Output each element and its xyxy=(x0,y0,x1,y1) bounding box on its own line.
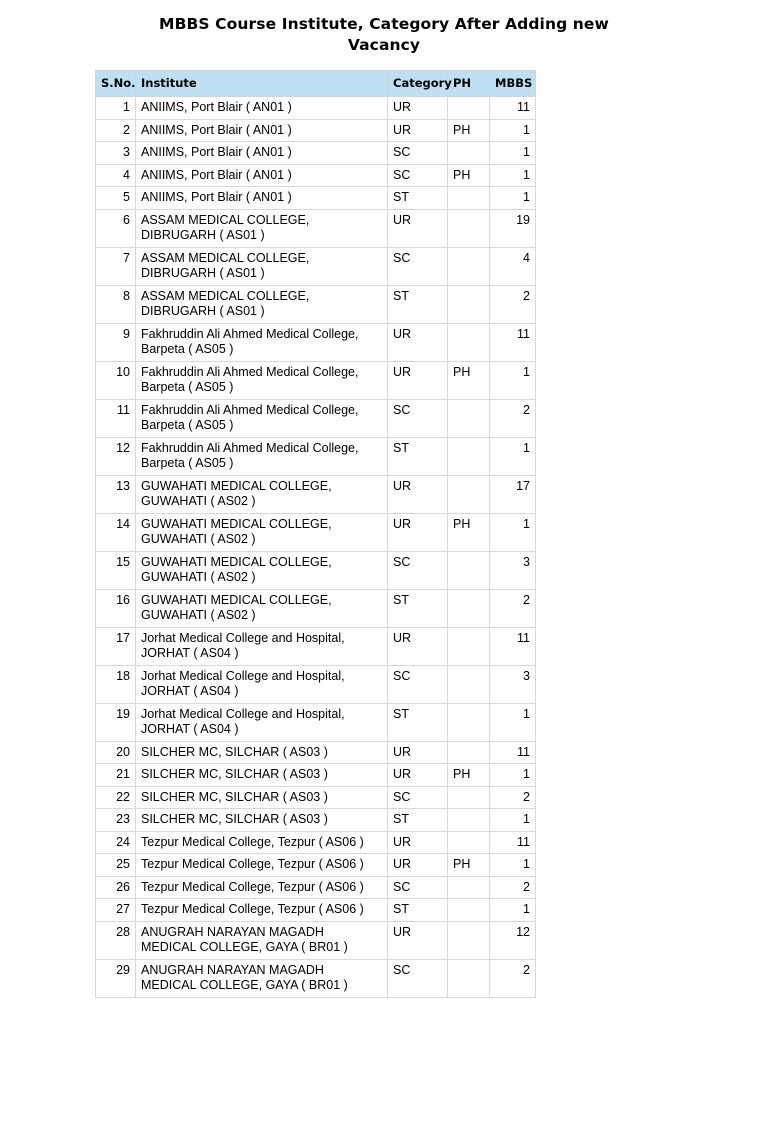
table-row xyxy=(96,323,536,361)
cell-institute: GUWAHATI MEDICAL COLLEGE, GUWAHATI ( AS02 ) xyxy=(136,475,388,513)
cell-mbbs: 11 xyxy=(490,831,536,854)
cell-category: SC xyxy=(388,164,448,187)
cell-ph xyxy=(448,285,490,323)
cell-mbbs: 2 xyxy=(490,786,536,809)
cell-ph: PH xyxy=(448,361,490,399)
table-row xyxy=(96,187,536,210)
cell-ph xyxy=(448,809,490,832)
cell-institute: Jorhat Medical College and Hospital, JORHAT ( AS04 ) xyxy=(136,627,388,665)
cell-category: UR xyxy=(388,764,448,787)
cell-sno: 14 xyxy=(96,513,136,551)
cell-category: SC xyxy=(388,876,448,899)
cell-category: UR xyxy=(388,475,448,513)
cell-sno: 25 xyxy=(96,854,136,877)
cell-sno: 9 xyxy=(96,323,136,361)
cell-ph xyxy=(448,921,490,959)
table-row xyxy=(96,899,536,922)
cell-institute: ANUGRAH NARAYAN MAGADH MEDICAL COLLEGE, GAYA ( BR01 ) xyxy=(136,921,388,959)
table-row xyxy=(96,361,536,399)
cell-mbbs: 1 xyxy=(490,164,536,187)
cell-sno: 10 xyxy=(96,361,136,399)
cell-category: SC xyxy=(388,142,448,165)
cell-ph: PH xyxy=(448,164,490,187)
cell-sno: 21 xyxy=(96,764,136,787)
column-header-ph: PH xyxy=(448,71,490,97)
cell-institute: SILCHER MC, SILCHAR ( AS03 ) xyxy=(136,786,388,809)
cell-ph: PH xyxy=(448,764,490,787)
cell-sno: 28 xyxy=(96,921,136,959)
cell-mbbs: 1 xyxy=(490,899,536,922)
table-row xyxy=(96,475,536,513)
cell-institute: Tezpur Medical College, Tezpur ( AS06 ) xyxy=(136,876,388,899)
cell-institute: Tezpur Medical College, Tezpur ( AS06 ) xyxy=(136,899,388,922)
cell-sno: 2 xyxy=(96,119,136,142)
cell-category: ST xyxy=(388,899,448,922)
cell-institute: ASSAM MEDICAL COLLEGE, DIBRUGARH ( AS01 ) xyxy=(136,285,388,323)
table-row xyxy=(96,142,536,165)
cell-ph xyxy=(448,187,490,210)
cell-institute: ANIIMS, Port Blair ( AN01 ) xyxy=(136,142,388,165)
cell-sno: 13 xyxy=(96,475,136,513)
table-row xyxy=(96,247,536,285)
cell-ph xyxy=(448,437,490,475)
cell-sno: 26 xyxy=(96,876,136,899)
column-header-institute: Institute xyxy=(136,71,388,97)
cell-category: UR xyxy=(388,209,448,247)
cell-mbbs: 3 xyxy=(490,551,536,589)
column-header-sno: S.No. xyxy=(96,71,136,97)
cell-category: ST xyxy=(388,589,448,627)
table-row xyxy=(96,786,536,809)
cell-category: SC xyxy=(388,959,448,997)
table-row xyxy=(96,97,536,120)
cell-mbbs: 1 xyxy=(490,361,536,399)
cell-mbbs: 12 xyxy=(490,921,536,959)
cell-ph xyxy=(448,209,490,247)
table-row xyxy=(96,513,536,551)
cell-sno: 6 xyxy=(96,209,136,247)
cell-mbbs: 1 xyxy=(490,703,536,741)
cell-mbbs: 11 xyxy=(490,97,536,120)
cell-institute: Tezpur Medical College, Tezpur ( AS06 ) xyxy=(136,831,388,854)
cell-institute: SILCHER MC, SILCHAR ( AS03 ) xyxy=(136,741,388,764)
cell-institute: SILCHER MC, SILCHAR ( AS03 ) xyxy=(136,764,388,787)
table-row xyxy=(96,285,536,323)
cell-institute: Jorhat Medical College and Hospital, JORHAT ( AS04 ) xyxy=(136,665,388,703)
cell-ph: PH xyxy=(448,854,490,877)
cell-institute: ANIIMS, Port Blair ( AN01 ) xyxy=(136,97,388,120)
table-body xyxy=(96,97,536,998)
cell-category: UR xyxy=(388,513,448,551)
cell-mbbs: 1 xyxy=(490,119,536,142)
cell-sno: 23 xyxy=(96,809,136,832)
cell-ph xyxy=(448,899,490,922)
table-row xyxy=(96,921,536,959)
cell-mbbs: 1 xyxy=(490,187,536,210)
cell-ph: PH xyxy=(448,513,490,551)
cell-institute: Fakhruddin Ali Ahmed Medical College, Barpeta ( AS05 ) xyxy=(136,399,388,437)
cell-ph: PH xyxy=(448,119,490,142)
cell-category: UR xyxy=(388,119,448,142)
cell-ph xyxy=(448,959,490,997)
cell-ph xyxy=(448,323,490,361)
cell-mbbs: 17 xyxy=(490,475,536,513)
cell-institute: Tezpur Medical College, Tezpur ( AS06 ) xyxy=(136,854,388,877)
cell-category: ST xyxy=(388,437,448,475)
cell-sno: 20 xyxy=(96,741,136,764)
cell-ph xyxy=(448,786,490,809)
cell-mbbs: 1 xyxy=(490,854,536,877)
cell-mbbs: 2 xyxy=(490,399,536,437)
table-row xyxy=(96,876,536,899)
table-header xyxy=(96,71,536,97)
cell-institute: ANIIMS, Port Blair ( AN01 ) xyxy=(136,119,388,142)
cell-category: UR xyxy=(388,741,448,764)
cell-category: SC xyxy=(388,786,448,809)
table-row xyxy=(96,209,536,247)
cell-sno: 5 xyxy=(96,187,136,210)
table-row xyxy=(96,854,536,877)
cell-sno: 19 xyxy=(96,703,136,741)
table-row xyxy=(96,703,536,741)
table-row xyxy=(96,959,536,997)
cell-mbbs: 3 xyxy=(490,665,536,703)
cell-ph xyxy=(448,831,490,854)
table-row xyxy=(96,164,536,187)
table-container xyxy=(0,56,768,998)
cell-mbbs: 2 xyxy=(490,959,536,997)
table-row xyxy=(96,831,536,854)
table-header-row xyxy=(96,71,536,97)
cell-category: ST xyxy=(388,285,448,323)
cell-ph xyxy=(448,247,490,285)
cell-mbbs: 19 xyxy=(490,209,536,247)
cell-category: SC xyxy=(388,399,448,437)
cell-sno: 24 xyxy=(96,831,136,854)
table-row xyxy=(96,119,536,142)
cell-sno: 8 xyxy=(96,285,136,323)
cell-mbbs: 1 xyxy=(490,437,536,475)
table-row xyxy=(96,809,536,832)
cell-category: UR xyxy=(388,627,448,665)
cell-ph xyxy=(448,876,490,899)
cell-mbbs: 1 xyxy=(490,513,536,551)
cell-institute: GUWAHATI MEDICAL COLLEGE, GUWAHATI ( AS02 ) xyxy=(136,589,388,627)
table-row xyxy=(96,627,536,665)
cell-institute: ANIIMS, Port Blair ( AN01 ) xyxy=(136,164,388,187)
cell-sno: 4 xyxy=(96,164,136,187)
cell-institute: Jorhat Medical College and Hospital, JORHAT ( AS04 ) xyxy=(136,703,388,741)
cell-mbbs: 1 xyxy=(490,764,536,787)
table-row xyxy=(96,589,536,627)
cell-mbbs: 11 xyxy=(490,741,536,764)
cell-ph xyxy=(448,589,490,627)
cell-mbbs: 4 xyxy=(490,247,536,285)
cell-sno: 22 xyxy=(96,786,136,809)
cell-ph xyxy=(448,399,490,437)
cell-sno: 18 xyxy=(96,665,136,703)
cell-institute: Fakhruddin Ali Ahmed Medical College, Barpeta ( AS05 ) xyxy=(136,323,388,361)
cell-institute: ANIIMS, Port Blair ( AN01 ) xyxy=(136,187,388,210)
cell-sno: 29 xyxy=(96,959,136,997)
cell-ph xyxy=(448,142,490,165)
cell-ph xyxy=(448,741,490,764)
cell-category: UR xyxy=(388,323,448,361)
cell-ph xyxy=(448,97,490,120)
cell-category: UR xyxy=(388,831,448,854)
cell-sno: 27 xyxy=(96,899,136,922)
cell-ph xyxy=(448,665,490,703)
cell-institute: Fakhruddin Ali Ahmed Medical College, Barpeta ( AS05 ) xyxy=(136,361,388,399)
table-row xyxy=(96,437,536,475)
cell-sno: 7 xyxy=(96,247,136,285)
cell-category: ST xyxy=(388,703,448,741)
cell-institute: ANUGRAH NARAYAN MAGADH MEDICAL COLLEGE, GAYA ( BR01 ) xyxy=(136,959,388,997)
cell-category: SC xyxy=(388,665,448,703)
cell-mbbs: 2 xyxy=(490,285,536,323)
cell-category: UR xyxy=(388,97,448,120)
cell-institute: GUWAHATI MEDICAL COLLEGE, GUWAHATI ( AS02 ) xyxy=(136,513,388,551)
cell-category: UR xyxy=(388,921,448,959)
vacancy-table xyxy=(95,70,536,998)
cell-mbbs: 1 xyxy=(490,809,536,832)
cell-sno: 17 xyxy=(96,627,136,665)
cell-ph xyxy=(448,703,490,741)
cell-category: ST xyxy=(388,187,448,210)
cell-ph xyxy=(448,627,490,665)
page-title: MBBS Course Institute, Category After Adding new Vacancy xyxy=(159,15,609,54)
cell-category: UR xyxy=(388,854,448,877)
cell-sno: 15 xyxy=(96,551,136,589)
cell-sno: 11 xyxy=(96,399,136,437)
cell-institute: GUWAHATI MEDICAL COLLEGE, GUWAHATI ( AS02 ) xyxy=(136,551,388,589)
cell-mbbs: 2 xyxy=(490,876,536,899)
cell-mbbs: 1 xyxy=(490,142,536,165)
cell-institute: ASSAM MEDICAL COLLEGE, DIBRUGARH ( AS01 ) xyxy=(136,209,388,247)
table-row xyxy=(96,551,536,589)
table-row xyxy=(96,399,536,437)
cell-sno: 3 xyxy=(96,142,136,165)
cell-mbbs: 11 xyxy=(490,323,536,361)
table-row xyxy=(96,665,536,703)
cell-mbbs: 11 xyxy=(490,627,536,665)
cell-mbbs: 2 xyxy=(490,589,536,627)
cell-sno: 12 xyxy=(96,437,136,475)
cell-sno: 16 xyxy=(96,589,136,627)
table-row xyxy=(96,764,536,787)
cell-ph xyxy=(448,475,490,513)
cell-category: ST xyxy=(388,809,448,832)
cell-category: SC xyxy=(388,551,448,589)
cell-institute: Fakhruddin Ali Ahmed Medical College, Barpeta ( AS05 ) xyxy=(136,437,388,475)
cell-institute: SILCHER MC, SILCHAR ( AS03 ) xyxy=(136,809,388,832)
cell-category: SC xyxy=(388,247,448,285)
cell-ph xyxy=(448,551,490,589)
cell-sno: 1 xyxy=(96,97,136,120)
cell-institute: ASSAM MEDICAL COLLEGE, DIBRUGARH ( AS01 ) xyxy=(136,247,388,285)
table-row xyxy=(96,741,536,764)
column-header-category: Category xyxy=(388,71,448,97)
column-header-mbbs: MBBS xyxy=(490,71,536,97)
cell-category: UR xyxy=(388,361,448,399)
